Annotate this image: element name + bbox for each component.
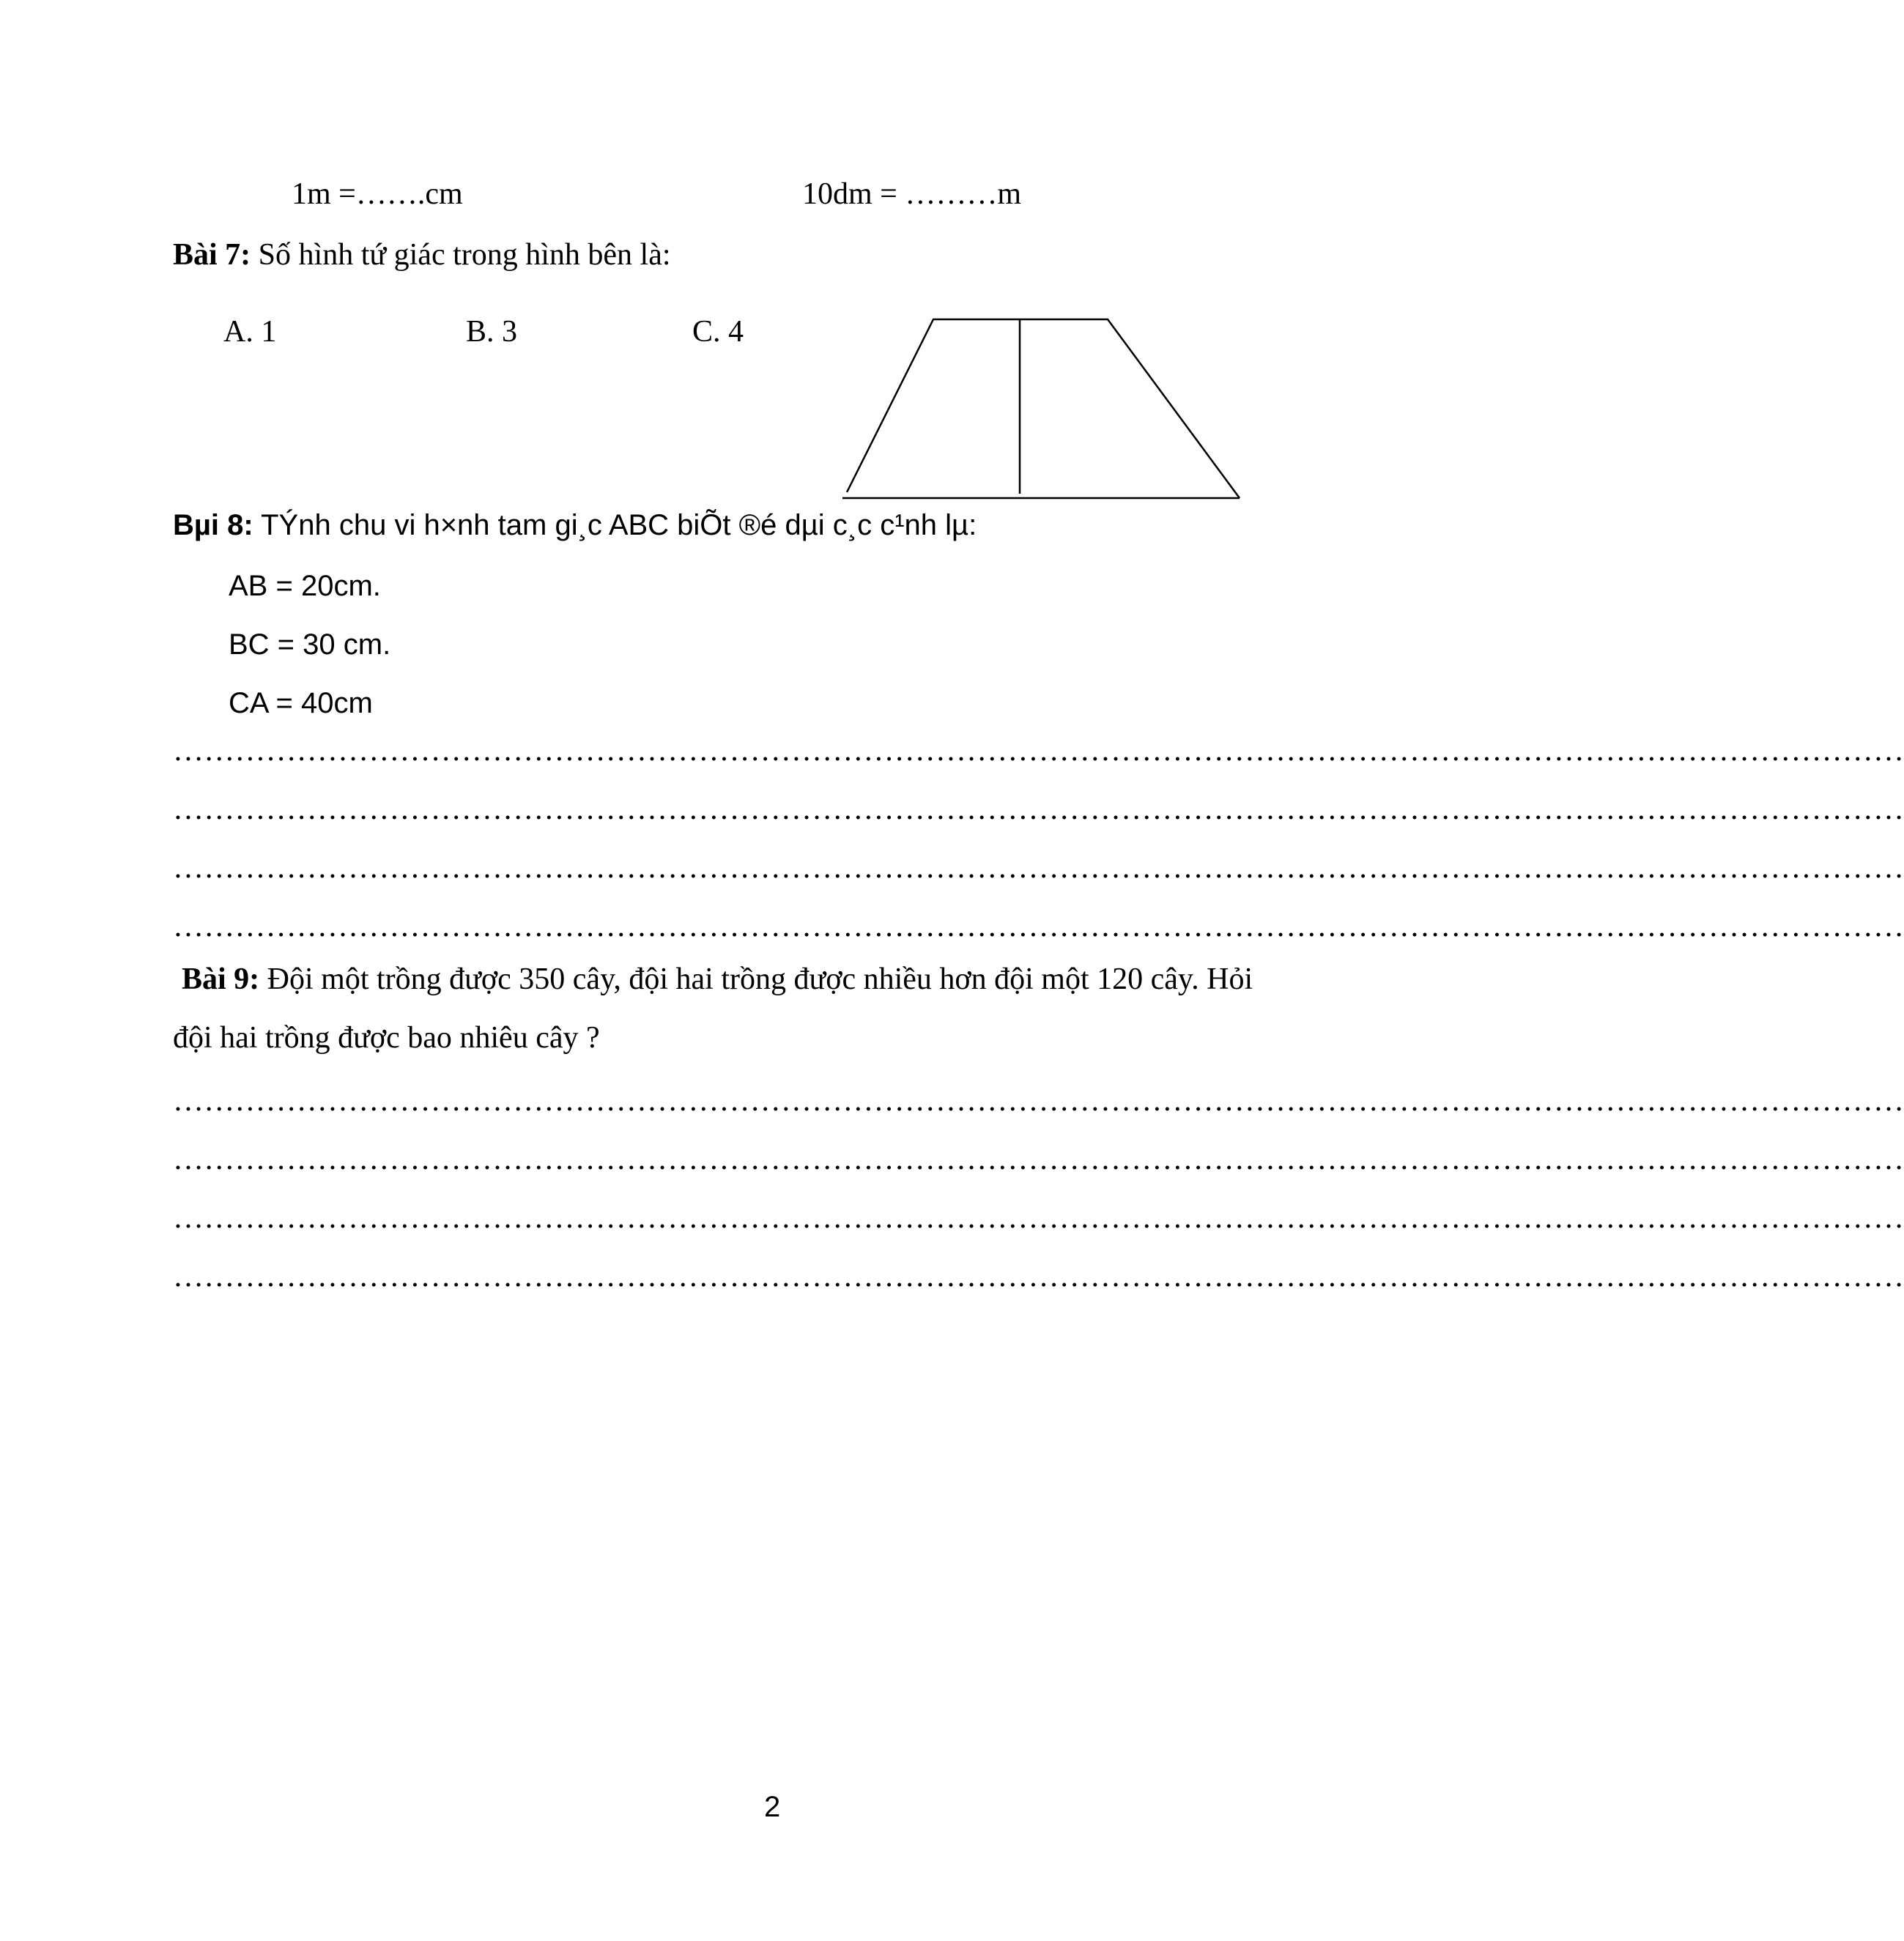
bai8-answer-line-3[interactable]: ……………………………………………………………………………………………………………………………………………………: [173, 851, 1904, 885]
bai9-label: Bài 9:: [182, 962, 260, 996]
bai7-question: [173, 237, 671, 273]
bai9-answer-line-3[interactable]: ……………………………………………………………………………………………………………………………………………………: [173, 1201, 1904, 1235]
bai7-label: Bài 7:: [173, 238, 251, 272]
bai7-text: Số hình tứ giác trong hình bên là:: [251, 238, 671, 272]
bai9-text: Đội một trồng được 350 cây, đội hai trồng được nhiều hơn đội một 120 cây. Hỏi: [259, 962, 1253, 996]
trapezoid-outline: [847, 319, 1240, 498]
bai9-answer-line-1[interactable]: ……………………………………………………………………………………………………………………………………………………: [173, 1084, 1904, 1118]
bai8-text: TÝnh chu vi h×nh tam gi¸c ABC biÕt ®é dµi c¸c c¹nh lµ:: [253, 509, 977, 541]
bai8-side-ca: CA = 40cm: [229, 687, 373, 719]
bai8-side-ab: AB = 20cm.: [229, 570, 381, 602]
bai7-option-c: C. 4: [692, 315, 744, 349]
conversion-m-to-cm: 1m =…….cm: [292, 177, 463, 211]
bai7-option-a: A. 1: [223, 315, 277, 349]
bai8-answer-line-4[interactable]: ……………………………………………………………………………………………………………………………………………………: [173, 910, 1904, 943]
conversion-dm-to-m: 10dm = ………m: [802, 177, 1022, 211]
bai7-option-b: B. 3: [466, 315, 518, 349]
trapezoid-figure: [842, 313, 1245, 504]
bai8-side-bc: BC = 30 cm.: [229, 628, 391, 661]
bai8-answer-line-1[interactable]: ……………………………………………………………………………………………………………………………………………………: [173, 734, 1904, 768]
bai9-answer-line-2[interactable]: ……………………………………………………………………………………………………………………………………………………: [173, 1143, 1904, 1176]
bai9-question-line-1: [182, 961, 1253, 998]
bai9-answer-line-4[interactable]: ……………………………………………………………………………………………………………………………………………………: [173, 1260, 1904, 1294]
bai8-question: [173, 508, 977, 543]
bai8-answer-line-2[interactable]: ……………………………………………………………………………………………………………………………………………………: [173, 793, 1904, 826]
bai9-question-line-2: đội hai trồng được bao nhiêu cây ?: [173, 1021, 600, 1055]
bai8-label: Bµi 8:: [173, 509, 253, 541]
page-number: 2: [764, 1791, 781, 1823]
